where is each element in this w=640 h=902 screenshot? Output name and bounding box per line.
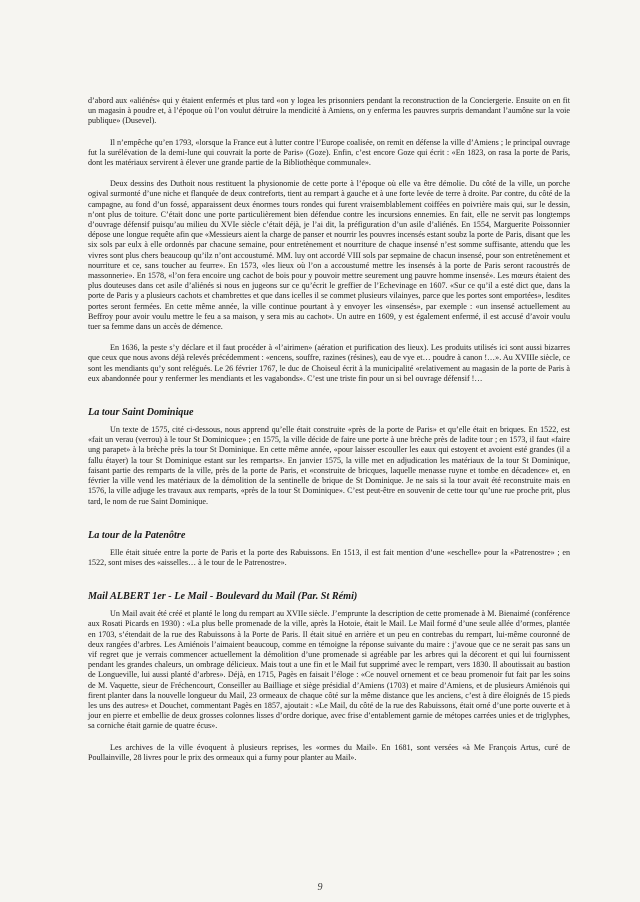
heading-tour-patenotre: La tour de la Patenôtre: [88, 529, 186, 541]
paragraph-tour-saint-dominique: Un texte de 1575, cité ci-dessous, nous apprend qu’elle était construite «près de la porte de Paris» et qu’elle était en briques. En 1522, est «fait un verau (verrou) à le tour St Dominicque» ; en 1575, la ville décide de faire une porte à une brèche près de ladite tour ; en 1573, il faut «faire ung parapet» à la brèche près la tour St Dominique. En cette même année, «pour laisser escouller les eaux qui estoyent et avoient esté grandes (il a fallu étayer) la tour St Dominique estant sur les remparts». En janvier 1575, la ville met en adjudication les matériaux de la tour St Dominique, faisant partie des remparts de la ville, près de la porte de Paris, et «construite de bricques, laquelle menasse ruyne et tombe en décadence» et, en février la ville vend les matériaux de la démolition de la sentinelle de brique de St Dominique. Je ne sais si la tour avait été reconstruite mais en 1576, la ville adjuge les travaux aux remparts, «près de la tour St Dominique». C’est peut-être en souvenir de cette tour qu’une rue proche prit, plus tard, le nom de rue Saint Dominique.: [88, 425, 570, 506]
heading-mail-albert: Mail ALBERT 1er - Le Mail - Boulevard du Mail (Par. St Rémi): [88, 591, 358, 603]
paragraph-ormes-du-mail: Les archives de la ville évoquent à plusieurs reprises, les «ormes du Mail». En 1681, sont versées «à Me François Artus, curé de Poullainville, 28 livres pour le prix des ormeaux qui a furny pour planter au Mail».: [88, 742, 570, 762]
paragraph-duthoit-drawings: Deux dessins des Duthoit nous restituent la physionomie de cette porte à l’époque où elle va être démolie. Du côté de la ville, un porche ogival surmonté d’une niche et flanquée de deux contreforts, tient au rempart à gauche et à une forte levée de terre à droite. Par contre, du côté de la campagne, au fond d’un fossé, apparaissent deux énormes tours rondes qui furent vraisemblablement coiffées en poivrière mais qui, sur le dessin, n’ont plus de toiture. C’était donc une porte particulièrement bien défendue contre les incursions ennemies. En fait, elle ne servit pas longtemps d’ouvrage défensif puisqu’au milieu du XVIe siècle c’était déjà, je l’ai dit, la préfiguration d’un asile d’aliénés. En 1554, Marguerite Poissonnier dépose une longue requête afin que «Messieurs aient la charge de panser et nourrir les pouvres incensés estant soubz la porte de Paris, disant que les six sols par eulx à elle ordonnés par chacune semaine, pour entretènement et nourriture de chaque insensé n’est somme suffisante, attendu que les vivres sont plus chers beaucoup qu’ilz n’ont accoustumé. MM. luy ont accordé VIII sols par sepmaine de chacun insensé, pour son entretènement et nourriture et ce, sans toucher au feurre». En 1573, «les lieux où l’on a accoustumé mettre les insensés à la porte de Paris seront racoustrés de massonnerie». En 1578, «l’on fera encoire ung cachot de bois pour y pouvoir mettre seurement ung pauvre homme insensé». Les mœurs étaient des plus douteuses dans cet asile d’aliénés si nous en jugeons sur ce qu’écrit le greffier de l’Echevinage en 1607. «Sur ce qu’il a esté dict que, dans la porte de Paris y a plusieurs cachots et chambrettes et que dans icelles il se commet plusieurs vilainyes, parce que les portes sont emportées», lesdites portes seront fermées. En cette même année, la ville continue pourtant à y envoyer les «insensés», par exemple : «un insensé actuellement au Beffroy pour avoir voulu mettre le feu a sa maison, y sera mis au cachot». Un autre en 1609, y est également enfermé, il est accusé d’avoir voulu tuer sa femme dans un accès de démence.: [88, 179, 570, 332]
paragraph-mail-description: Un Mail avait été créé et planté le long du rempart au XVIIe siècle. J’emprunte la description de cette promenade à M. Bienaimé (conférence aux Rosati Picards en 1930) : «La plus belle promenade de la ville, après la Hotoie, était le Mail. Le Mail formé d’une seule allée d’ormes, plantée en 1703, s’étendait de la rue des Rabuissons à la Porte de Paris. Il était situé en arrière et un peu en contrebas du rempart, lui-même couronné de deux rangées d’arbres. Les Amiénois l’aimaient beaucoup, comme en témoigne la réponse suivante du maire : j’avoue que ce ne serait pas sans un vif regret que je verrais commencer actuellement la démolition d’une promenade si agréable par les arbres qui la décorent et qui lui fournissent pendant les grandes chaleurs, un ombrage délicieux. Mais tout a une fin et le Mail fut supprimé avec le rempart, vers 1830. Il aboutissait au bastion de Longueville, lui aussi planté d’arbres». Déjà, en 1715, Pagès en faisait l’éloge : «Ce nouvel ornement et ce beau promenoir fut fait par les soins de M. Vaquette, sieur de Fréchencourt, Conseiller au Bailliage et siège présidial d’Amiens (1703) et maire d’Amiens, et de plusieurs Amiénois qui firent planter dans la nouvelle longueur du Mail, 23 ormeaux de chaque côté sur la même distance que les anciens, c’est à dire éloignés de 15 pieds les uns des autres» et Douchet, commentant Pagès en 1857, ajoutait : «Le Mail, du côté de la rue des Rabuissons, était orné d’une porte ouverte et à jour en pierre et embellie de deux grosses colonnes lisses d’ordre dorique, avec frise d’entablement garnie de métopes carrées unies et de triglyphes, sa corniche était garnie de quatre écus».: [88, 609, 570, 731]
page-number: 9: [317, 882, 323, 893]
paragraph-plague-1636: En 1636, la peste s’y déclare et il faut procéder à «l’airimen» (aération et purification des lieux). Les produits utilisés ici sont aussi bizarres que ceux que nous avons déjà relevés précédemment : «encens, souffre, razines (résines), eau de vye et… poudre à canon !…». Au XVIIIe siècle, ce sont les mendiants qu’y sont relégués. Le 26 février 1767, le duc de Choiseul écrit à la municipalité «relativement au magasin de la porte de Paris à eux abandonnée pour y renfermer les mendiants et les vagabonds». C’est une triste fin pour un si bel ouvrage défensif !…: [88, 343, 570, 383]
paragraph-dusevel-quote: d’abord aux «aliénés» qui y étaient enfermés et plus tard «on y logea les prisonniers pendant la reconstruction de la Conciergerie. Ensuite on en fit un magasin à poudre et, à l’époque où l’on voulut détruire la mendicité à Amiens, on y enferma les pauvres surpris demandant l’aumône sur la voie publique» (Dusevel).: [88, 96, 570, 126]
paragraph-tour-patenotre: Elle était située entre la porte de Paris et la porte des Rabuissons. En 1513, il est fait mention d’une «eschelle» pour la «Patrenostre» ; en 1522, sont mises des «aisselles… à le tour de le Patrenostre».: [88, 547, 570, 567]
heading-tour-saint-dominique: La tour Saint Dominique: [88, 407, 194, 419]
paragraph-1793-defense: Il n’empêche qu’en 1793, «lorsque la France eut à lutter contre l’Europe coalisée, on remit en défense la ville d’Amiens ; le principal ouvrage fut la surélévation de la demi-lune qui couvrait la porte de Paris» (Goze). Enfin, c’est encore Goze qui écrit : «En 1823, on rasa la porte de Paris, dont les matériaux servirent à élever une grande partie de la Bibliothèque communale».: [88, 137, 570, 168]
